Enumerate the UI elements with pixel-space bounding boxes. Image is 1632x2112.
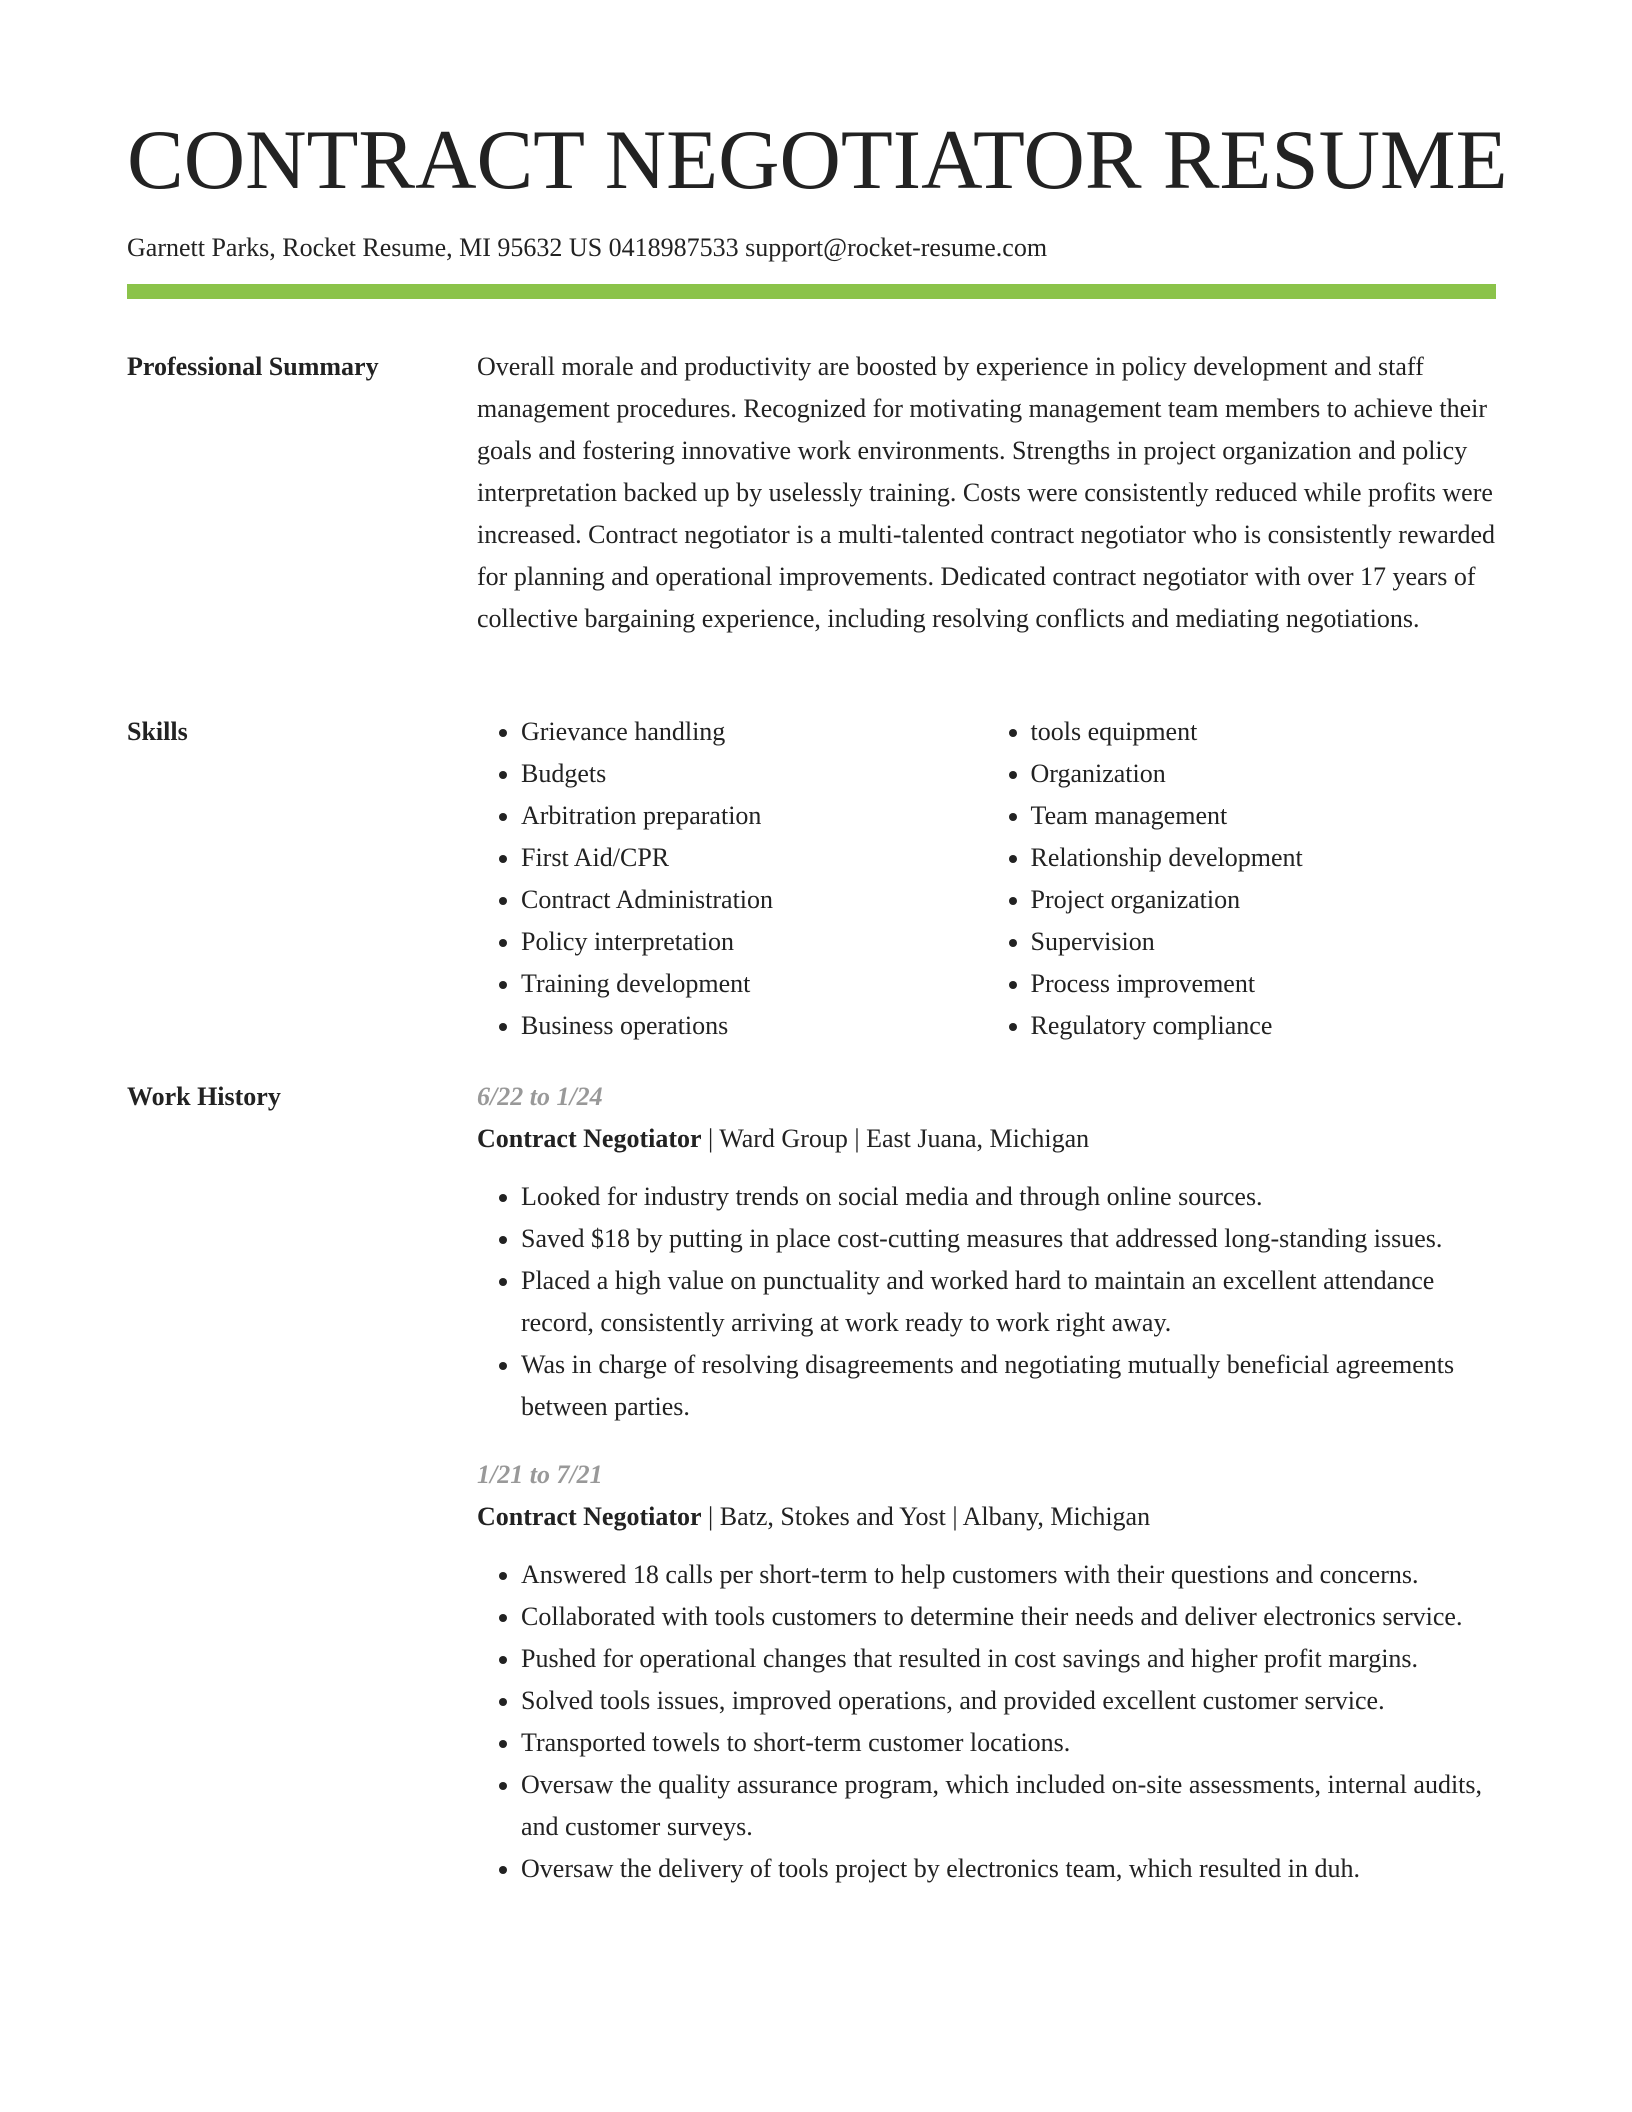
summary-label: Professional Summary — [127, 352, 379, 381]
job-entry — [477, 1454, 1496, 1890]
skill-item: • First Aid/CPR — [521, 837, 987, 879]
job-employer: | Batz, Stokes and Yost | Albany, Michigan — [701, 1502, 1151, 1531]
job-bullet: • Pushed for operational changes that resulted in cost savings and higher profit margins. — [521, 1638, 1496, 1680]
work-history-label: Work History — [127, 1082, 281, 1111]
job-bullets — [477, 1554, 1496, 1890]
header-divider — [127, 284, 1496, 299]
summary-text: Overall morale and productivity are boosted by experience in policy development and staff management procedures. Recognized for motivating management team members to achieve their goals and fostering innovative work environments. Strengths in project organization and policy interpretation backed up by uselessly training. Costs were consistently reduced while profits were increased. Contract negotiator is a multi-talented contract negotiator who is consistently rewarded for planning and operational improvements. Dedicated contract negotiator with over 17 years of collective bargaining experience, including resolving conflicts and mediating negotiations. — [477, 352, 1495, 633]
job-heading — [477, 1118, 1496, 1160]
job-bullet: • Saved $18 by putting in place cost-cutting measures that addressed long-standing issues. — [521, 1218, 1496, 1260]
skill-item: • Project organization — [1031, 879, 1497, 921]
skill-item: • Training development — [521, 963, 987, 1005]
skill-item: • tools equipment — [1031, 711, 1497, 753]
skill-item: • Grievance handling — [521, 711, 987, 753]
job-heading — [477, 1496, 1496, 1538]
job-bullet: • Transported towels to short-term customer locations. — [521, 1722, 1496, 1764]
skills-list-right — [987, 711, 1497, 1047]
work-history-body — [477, 1076, 1496, 1916]
job-entry — [477, 1076, 1496, 1428]
job-dates: 1/21 to 7/21 — [477, 1460, 603, 1489]
skill-item: • Budgets — [521, 753, 987, 795]
job-dates: 6/22 to 1/24 — [477, 1082, 603, 1111]
skill-item: • Supervision — [1031, 921, 1497, 963]
skill-item: • Organization — [1031, 753, 1497, 795]
skills-body — [477, 711, 1496, 1047]
skill-item: • Relationship development — [1031, 837, 1497, 879]
job-employer: | Ward Group | East Juana, Michigan — [701, 1124, 1090, 1153]
skill-item: • Contract Administration — [521, 879, 987, 921]
skill-item: • Process improvement — [1031, 963, 1497, 1005]
job-bullet: • Collaborated with tools customers to determine their needs and deliver electronics service. — [521, 1596, 1496, 1638]
page-title: CONTRACT NEGOTIATOR RESUME — [127, 113, 1508, 207]
job-bullet: • Was in charge of resolving disagreements and negotiating mutually beneficial agreements between parties. — [521, 1344, 1496, 1428]
job-bullet: • Solved tools issues, improved operations, and provided excellent customer service. — [521, 1680, 1496, 1722]
job-title: Contract Negotiator — [477, 1124, 702, 1153]
job-bullet: • Answered 18 calls per short-term to help customers with their questions and concerns. — [521, 1554, 1496, 1596]
skill-item: • Policy interpretation — [521, 921, 987, 963]
job-title: Contract Negotiator — [477, 1502, 702, 1531]
skills-columns — [477, 711, 1496, 1047]
skills-list-left — [477, 711, 987, 1047]
job-bullet: • Oversaw the delivery of tools project by electronics team, which resulted in duh. — [521, 1848, 1496, 1890]
job-bullet: • Oversaw the quality assurance program, which included on-site assessments, internal audits, and customer surveys. — [521, 1764, 1496, 1848]
contact-line: Garnett Parks, Rocket Resume, MI 95632 US 0418987533 support@rocket-resume.com — [127, 233, 1048, 262]
job-bullet: • Placed a high value on punctuality and worked hard to maintain an excellent attendance record, consistently arriving at work ready to work right away. — [521, 1260, 1496, 1344]
summary-body — [477, 346, 1496, 640]
job-bullets — [477, 1176, 1496, 1428]
job-bullet: • Looked for industry trends on social media and through online sources. — [521, 1176, 1496, 1218]
skill-item: • Business operations — [521, 1005, 987, 1047]
skills-label: Skills — [127, 717, 188, 746]
skill-item: • Regulatory compliance — [1031, 1005, 1497, 1047]
skill-item: • Arbitration preparation — [521, 795, 987, 837]
skill-item: • Team management — [1031, 795, 1497, 837]
